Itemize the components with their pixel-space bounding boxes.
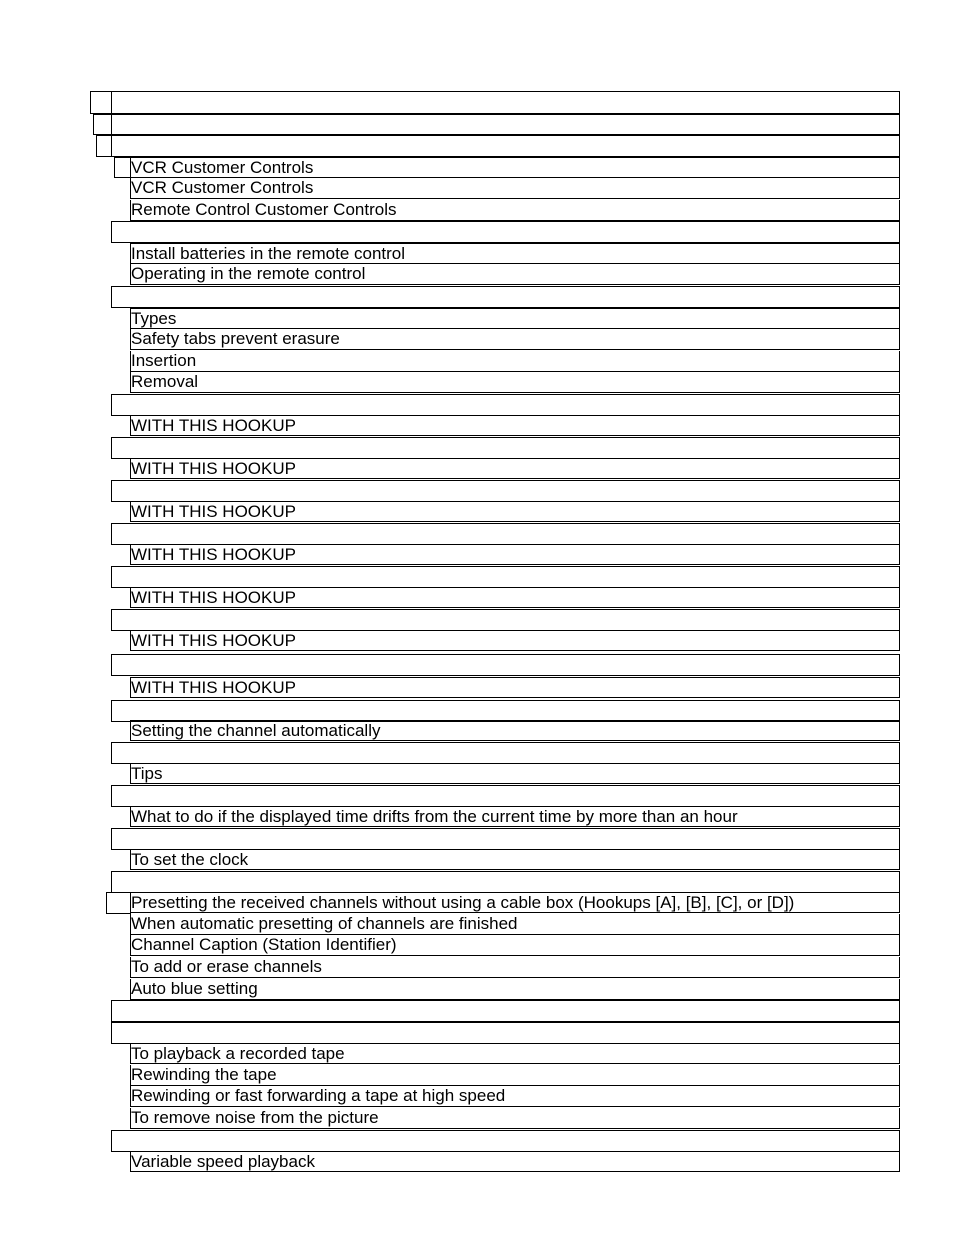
frame-box-1 bbox=[90, 91, 900, 114]
toc-entry: Types bbox=[130, 308, 900, 329]
toc-entry: WITH THIS HOOKUP bbox=[130, 587, 900, 608]
toc-entry: Insertion bbox=[130, 351, 900, 372]
section-row bbox=[111, 785, 900, 807]
section-row bbox=[111, 609, 900, 631]
toc-entry: To set the clock bbox=[130, 849, 900, 870]
toc-entry: Removal bbox=[130, 372, 900, 393]
toc-entry: Install batteries in the remote control bbox=[130, 243, 900, 264]
frame-box-1-marker bbox=[90, 91, 112, 114]
section-row bbox=[111, 286, 900, 308]
section-row bbox=[111, 1130, 900, 1152]
toc-entry: VCR Customer Controls bbox=[130, 157, 900, 178]
section-row bbox=[111, 828, 900, 850]
section-row bbox=[111, 700, 900, 722]
toc-entry: What to do if the displayed time drifts from the current time by more than an hour bbox=[130, 806, 900, 827]
toc-entry: Variable speed playback bbox=[130, 1151, 900, 1172]
section-row bbox=[111, 437, 900, 459]
toc-entry: Tips bbox=[130, 763, 900, 784]
toc-entry: Remote Control Customer Controls bbox=[130, 200, 900, 221]
section-row bbox=[111, 1000, 900, 1022]
toc-entry: WITH THIS HOOKUP bbox=[130, 458, 900, 479]
toc-entry: WITH THIS HOOKUP bbox=[130, 544, 900, 565]
toc-entry: To playback a recorded tape bbox=[130, 1043, 900, 1064]
section-row bbox=[111, 221, 900, 243]
frame-box-4-marker bbox=[114, 157, 131, 178]
toc-entry: WITH THIS HOOKUP bbox=[130, 501, 900, 522]
frame-box-3-marker bbox=[96, 135, 112, 157]
toc-entry: WITH THIS HOOKUP bbox=[130, 677, 900, 698]
section-row bbox=[111, 566, 900, 588]
section-row bbox=[111, 654, 900, 676]
section-row bbox=[111, 394, 900, 416]
toc-entry: VCR Customer Controls bbox=[130, 178, 900, 199]
toc-entry: Channel Caption (Station Identifier) bbox=[130, 935, 900, 956]
toc-entry: Setting the channel automatically bbox=[130, 720, 900, 741]
frame-box-3 bbox=[96, 135, 900, 157]
toc-entry: WITH THIS HOOKUP bbox=[130, 415, 900, 436]
toc-entry: Operating in the remote control bbox=[130, 264, 900, 285]
toc-entry: Presetting the received channels without using a cable box (Hookups [A], [B], [C], or [D]) bbox=[130, 892, 900, 913]
toc-entry: Rewinding or fast forwarding a tape at high speed bbox=[130, 1086, 900, 1107]
frame-box-2 bbox=[93, 114, 900, 135]
section-row bbox=[111, 742, 900, 764]
toc-entry: Safety tabs prevent erasure bbox=[130, 329, 900, 350]
section-row bbox=[111, 871, 900, 893]
toc-entry: Auto blue setting bbox=[130, 979, 900, 1000]
toc-entry: WITH THIS HOOKUP bbox=[130, 630, 900, 651]
section-row bbox=[111, 523, 900, 545]
entry-marker bbox=[106, 892, 131, 914]
section-row bbox=[111, 480, 900, 502]
toc-entry: To add or erase channels bbox=[130, 957, 900, 978]
section-row bbox=[111, 1022, 900, 1044]
frame-box-2-marker bbox=[93, 114, 112, 135]
toc-entry: To remove noise from the picture bbox=[130, 1108, 900, 1129]
toc-entry: Rewinding the tape bbox=[130, 1065, 900, 1086]
toc-entry: When automatic presetting of channels are finished bbox=[130, 914, 900, 935]
